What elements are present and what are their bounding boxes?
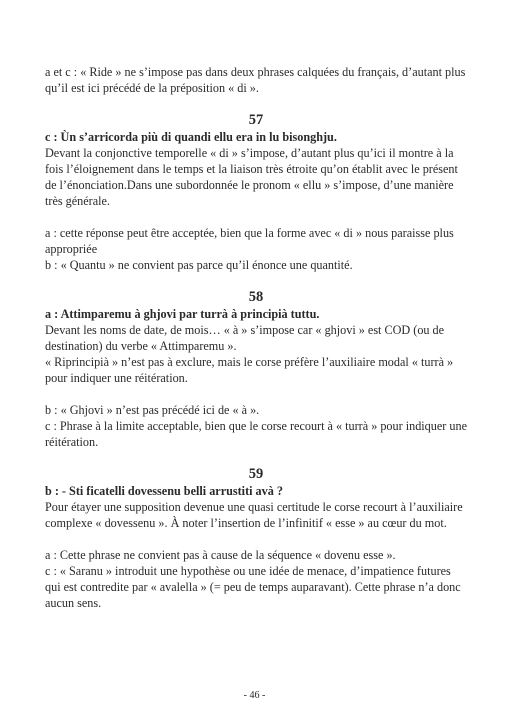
option-note: a : Cette phrase ne convient pas à cause de la séquence « dovenu esse ».	[45, 548, 396, 562]
document-page	[45, 64, 467, 611]
paragraph-gap	[45, 386, 467, 402]
option-note: c : Phrase à la limite acceptable, bien que le corse recourt à « turrà » pour indiquer une réitération.	[45, 419, 467, 449]
explanation-paragraph: Devant les noms de date, de mois… « à » s’impose car « ghjovi » est COD (ou de destination) du verbe « Attimparemu ».	[45, 323, 445, 353]
intro-paragraph: a et c : « Ride » ne s’impose pas dans deux phrases calquées du français, d’autant plus qu’il est ici précédé de la préposition « di ».	[45, 65, 466, 95]
explanation-paragraph: Pour étayer une supposition devenue une quasi certitude le corse recourt à l’auxiliaire complexe « dovessenu ». À noter l’insertion de l’infinitif « esse » au cœur du mot.	[45, 500, 463, 530]
explanation-paragraph: « Riprincipià » n’est pas à exclure, mais le corse préfère l’auxiliaire modal « turrà » pour indiquer une réitération.	[45, 355, 454, 385]
answer-heading-58: a : Attimparemu à ghjovi par turrà à principià tuttu.	[45, 307, 320, 321]
paragraph-gap	[45, 209, 467, 225]
question-number-58: 58	[248, 289, 264, 305]
question-number-59: 59	[248, 466, 264, 482]
option-note: b : « Ghjovi » n’est pas précédé ici de « à ».	[45, 403, 260, 417]
question-number-57: 57	[248, 112, 264, 128]
option-note: a : cette réponse peut être acceptée, bien que la forme avec « di » nous paraisse plus appropriée	[45, 226, 454, 256]
option-note: b : « Quantu » ne convient pas parce qu’il énonce une quantité.	[45, 258, 353, 272]
answer-heading-57: c : Ùn s’arricorda più di quandi ellu era in lu bisonghju.	[45, 130, 337, 144]
page-number: - 46 -	[243, 690, 266, 701]
paragraph-gap	[45, 531, 467, 547]
explanation-paragraph: Devant la conjonctive temporelle « di » s’impose, d’autant plus qu’ici il montre à la fois l’éloignement dans le temps et la liaison très étroite qu’on établit avec le présent de l’énonciation.Dans une subordonnée le pronom « ellu » s’impose, d’une manière très générale.	[45, 146, 458, 208]
option-note: c : « Saranu » introduit une hypothèse ou une idée de menace, d’impatience futures qui est contredite par « avalella » (= peu de temps auparavant). Cette phrase n’a donc aucun sens.	[45, 564, 461, 610]
answer-heading-59: b : - Sti ficatelli dovessenu belli arrustiti avà ?	[45, 484, 283, 498]
